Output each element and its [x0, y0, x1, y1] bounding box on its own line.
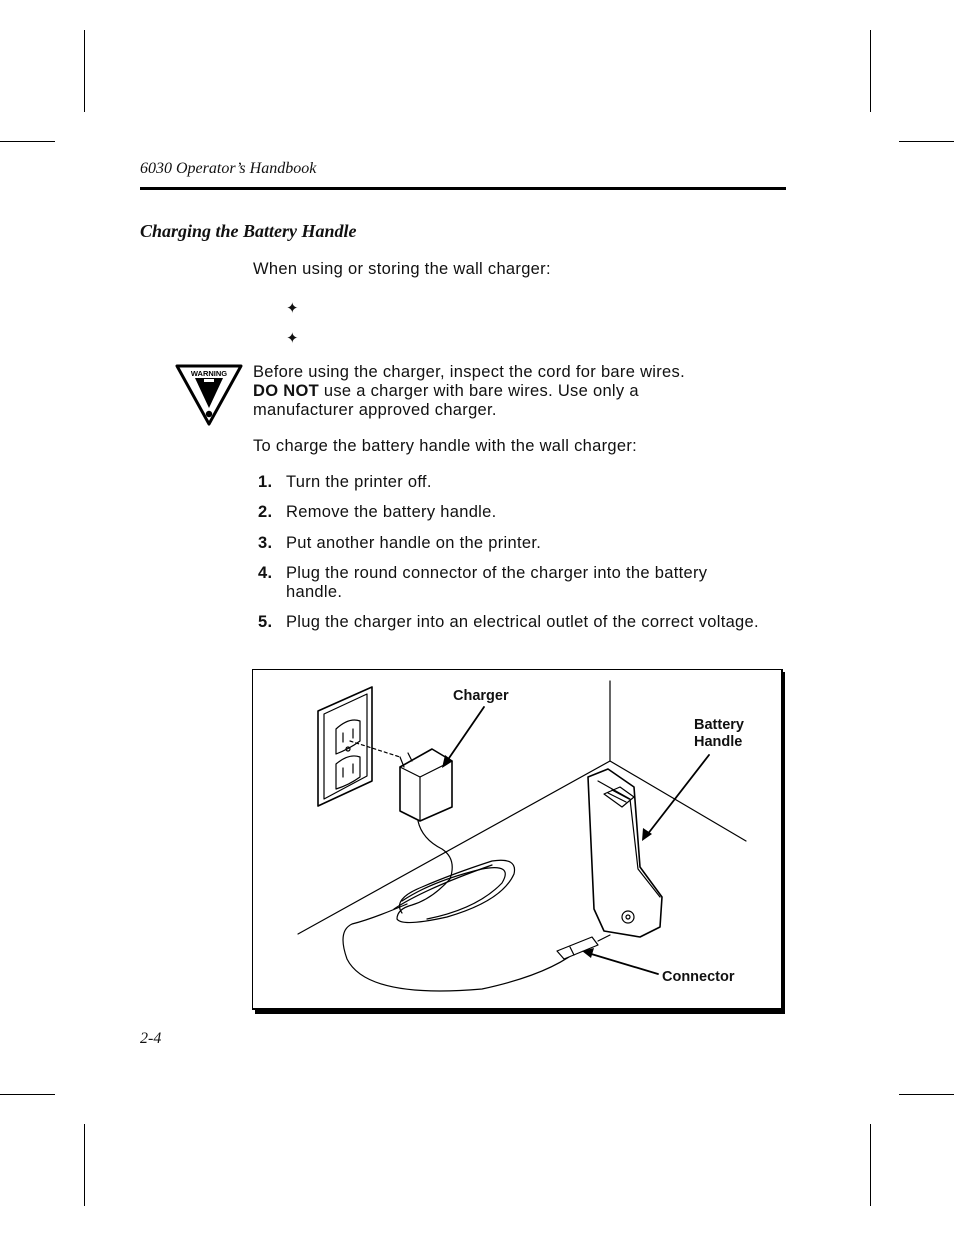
- crop-mark: [899, 1094, 954, 1095]
- warning-icon-label: WARNING: [190, 369, 228, 378]
- intro-text: When using or storing the wall charger:: [253, 260, 551, 278]
- crop-mark: [84, 30, 85, 112]
- warning-line: Before using the charger, inspect the cord for bare wires.: [253, 363, 685, 381]
- crop-mark: [0, 1094, 55, 1095]
- crop-mark: [84, 1124, 85, 1206]
- warning-line: manufacturer approved charger.: [253, 401, 497, 419]
- label-charger: Charger: [453, 688, 509, 704]
- step-text: Put another handle on the printer.: [286, 534, 542, 552]
- step-text: Plug the round connector of the charger into the battery handle.: [286, 564, 708, 601]
- warning-icon: [175, 364, 243, 428]
- steps-intro: To charge the battery handle with the wall charger:: [253, 437, 638, 455]
- header-rule: [140, 187, 786, 190]
- warning-line: [253, 382, 685, 401]
- label-connector: Connector: [662, 969, 735, 985]
- running-head: 6030 Operator’s Handbook: [140, 160, 317, 177]
- step-number: 5.: [258, 613, 273, 631]
- step-item: [258, 534, 768, 553]
- label-battery-line: Battery: [694, 717, 744, 733]
- step-number: 1.: [258, 473, 273, 491]
- step-number: 2.: [258, 503, 273, 521]
- label-battery-handle: [694, 717, 744, 751]
- step-number: 4.: [258, 564, 273, 582]
- step-number: 3.: [258, 534, 273, 552]
- page-number: 2-4: [140, 1030, 162, 1047]
- warning-emphasis: DO NOT: [253, 382, 319, 400]
- warning-line-rest: use a charger with bare wires. Use only a: [318, 382, 639, 400]
- step-item: [258, 564, 768, 602]
- bullet-item: [286, 299, 299, 317]
- step-text: Remove the battery handle.: [286, 503, 497, 521]
- step-text: Turn the printer off.: [286, 473, 432, 491]
- bullet-item: [286, 329, 299, 347]
- crop-mark: [899, 141, 954, 142]
- step-item: [258, 503, 768, 522]
- crop-mark: [870, 30, 871, 112]
- crop-mark: [870, 1124, 871, 1206]
- step-text: Plug the charger into an electrical outlet of the correct voltage.: [286, 613, 759, 631]
- bullet-symbol: ✦: [286, 300, 299, 317]
- bullet-symbol: ✦: [286, 330, 299, 347]
- step-item: [258, 613, 768, 632]
- step-item: [258, 473, 768, 492]
- crop-mark: [0, 141, 55, 142]
- label-handle-line: Handle: [694, 734, 743, 750]
- charger-illustration: [252, 669, 785, 1014]
- section-title: Charging the Battery Handle: [140, 221, 357, 241]
- warning-text: [253, 363, 685, 420]
